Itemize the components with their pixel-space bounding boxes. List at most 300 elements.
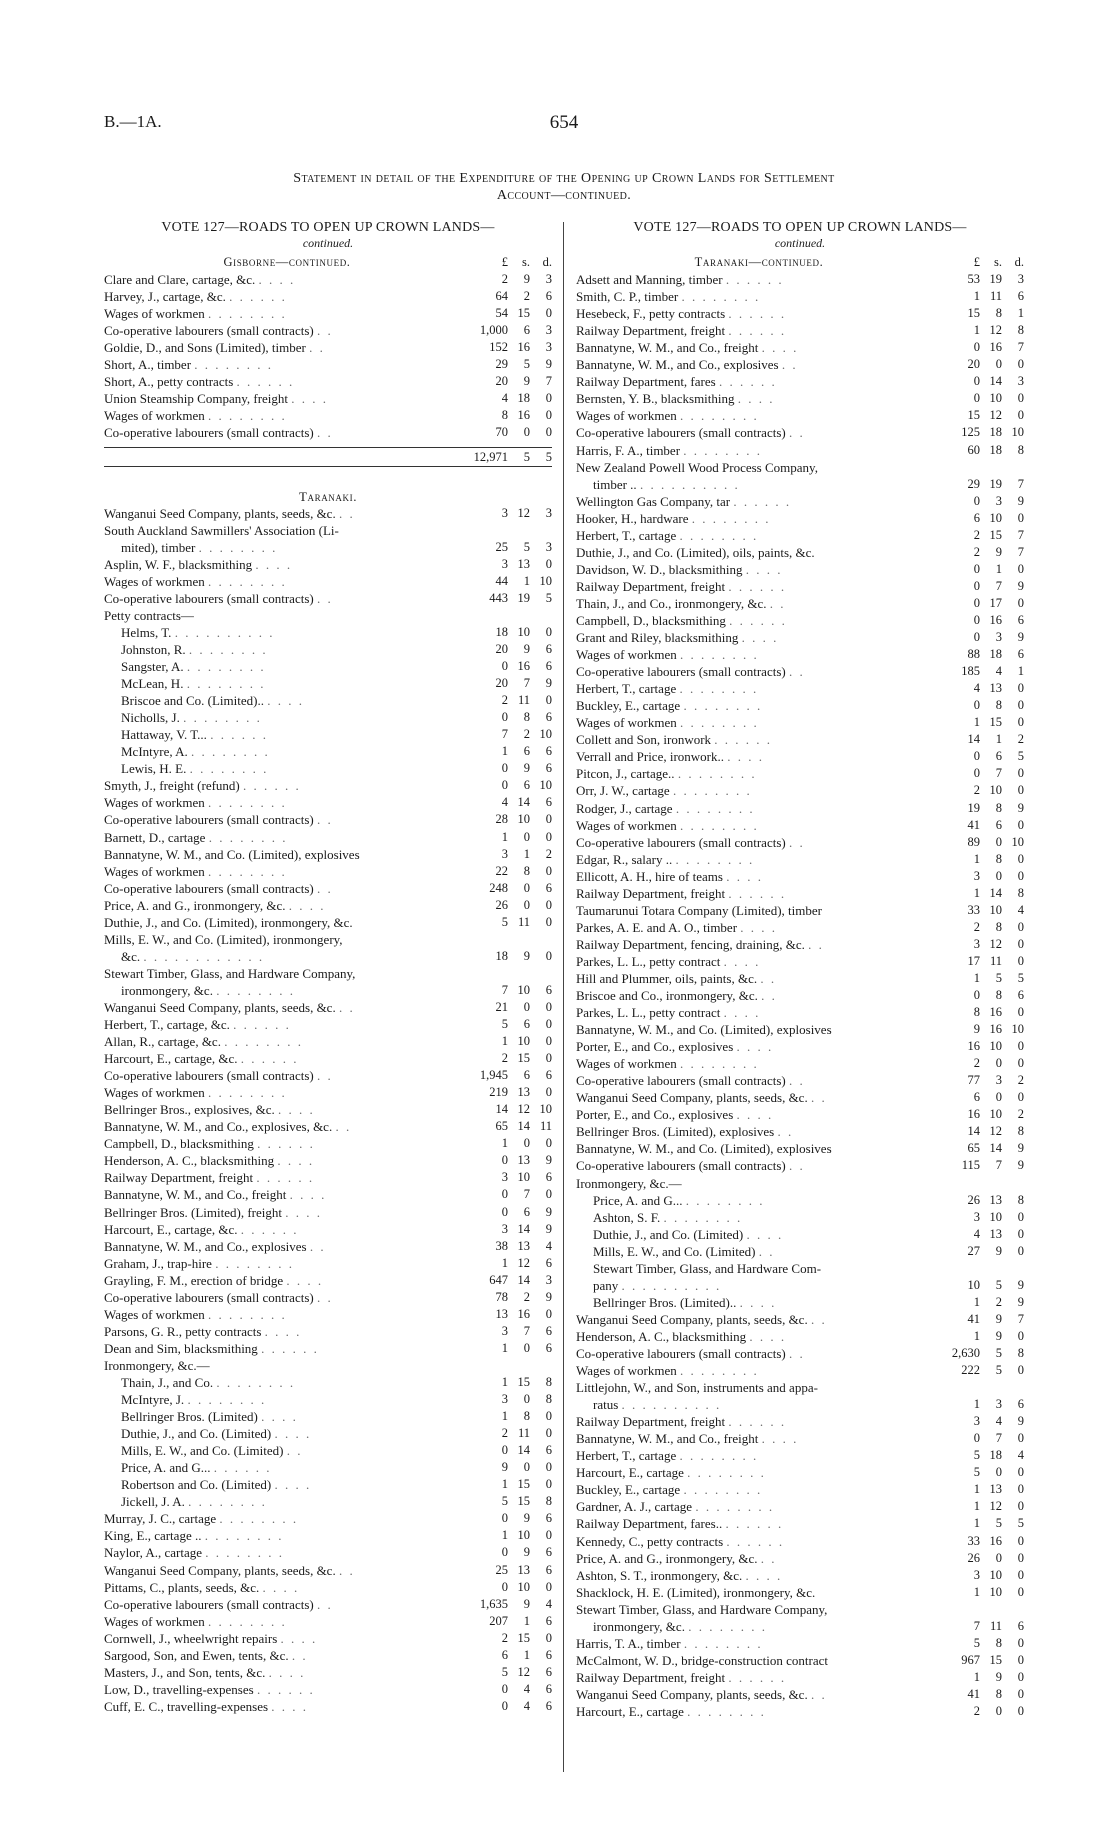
amount-shillings: 19 [989,476,1002,491]
entry-label: Nicholls, J. [121,710,180,726]
amount-shillings: 14 [517,795,530,810]
leader-dots: . . . . . . [213,1460,272,1476]
entry-label: Harcourt, E., cartage, &c. [104,1051,238,1067]
entry-description [576,1567,942,1584]
entry-label: Wanganui Seed Company, plants, seeds, &c. [104,999,336,1015]
entry-description [576,510,942,527]
amount-pounds: 19 [967,800,980,815]
amount-shillings: 11 [517,693,530,708]
entry-label: Co-operative labourers (small contracts) [104,1068,314,1084]
leader-dots: . . . . [264,1323,302,1339]
amount-pounds: 0 [973,698,980,713]
amount-shillings: 8 [995,851,1002,866]
entry-description [576,322,942,339]
amount-pence: 0 [545,408,552,423]
entry-label: Harcourt, E., cartage [576,1703,684,1719]
leader-dots: . . . . . . . . [685,1192,765,1208]
amount-shillings: 9 [995,1669,1002,1684]
amount-pence: 6 [545,1323,552,1338]
entry-label: Co-operative labourers (small contracts) [576,1158,786,1174]
amount-shillings: 9 [995,544,1002,559]
amount-shillings: 6 [523,1204,530,1219]
leader-dots: . . . . . . . . [679,1448,759,1464]
amount-pence: 6 [1017,647,1024,662]
entry-description [104,1118,470,1135]
leader-dots: . . . . . . . . [683,698,763,714]
entry-label: Railway Department, freight [576,1414,726,1430]
ledger-row [104,897,552,914]
entry-description [104,407,470,424]
entry-description [104,658,470,675]
amount-pounds: 1 [973,851,980,866]
amount-pounds: 1 [973,1294,980,1309]
entry-label: Bannatyne, W. M., and Co., freight [576,340,759,356]
amount-pounds: 2 [973,544,980,559]
amount-shillings: 0 [995,1703,1002,1718]
leader-dots: . . [335,1119,352,1135]
entry-label: Murray, J. C., cartage [104,1511,217,1527]
ledger-row [576,1345,1024,1362]
ledger-row [104,846,552,863]
leader-dots: . . . . . . [728,578,787,594]
entry-description [576,1550,942,1567]
title-line-1: Statement in detail of the Expenditure of the Opening up Crown Lands for Settlement [293,171,835,186]
entry-description [104,1204,470,1221]
amount-shillings: 10 [989,783,1002,798]
entry-description [104,1255,470,1272]
amount-pence: 3 [1017,272,1024,287]
amount-shillings: 16 [989,1533,1002,1548]
amount-shillings: 0 [523,880,530,895]
amount-pence: 3 [545,505,552,520]
entry-label: Taranaki. [298,488,358,504]
amount-shillings: 18 [517,391,530,406]
amount-pence: 9 [545,1221,552,1236]
leader-dots: . . . . . . [729,612,787,628]
amount-shillings: 4 [995,664,1002,679]
amount-shillings: 15 [989,527,1002,542]
vote-continued: continued. [774,236,826,250]
amount-pence: 0 [1017,391,1024,406]
entry-label: Price, A. and G... [593,1192,683,1208]
amount-pence: 0 [1017,1567,1024,1582]
amount-pence: 0 [545,1136,552,1151]
amount-shillings: 10 [517,812,530,827]
entry-description [576,970,942,987]
entry-label: Clare and Clare, cartage, &c. [104,272,256,288]
entry-description [576,1533,942,1550]
entry-label: Littlejohn, W., and Son, instruments and appa- [576,1380,818,1396]
amount-pence: 0 [545,1477,552,1492]
entry-description [576,663,942,680]
entry-description [576,578,942,595]
amount-shillings: 0 [995,1465,1002,1480]
ledger-row [104,1084,552,1101]
entry-label: Porter, E., and Co., explosives [576,1107,734,1123]
amount-pounds: 54 [495,306,508,321]
amount-shillings: 7 [995,578,1002,593]
amount-pounds: 5 [973,1635,980,1650]
entry-label: Short, A., petty contracts [104,374,234,390]
entry-description [104,760,470,777]
leader-dots: . . . . [255,556,293,572]
amount-shillings: 1 [523,573,530,588]
amount-pounds: 0 [973,561,980,576]
entry-description [576,1481,942,1498]
amount-pounds: 41 [967,1686,980,1701]
leader-dots: . . . . . . . . . . [174,624,275,640]
amount-pence: 6 [545,744,552,759]
leader-dots: . . . . . . . . [679,681,759,697]
ledger-row [576,578,1024,595]
amount-pounds: 1 [973,1499,980,1514]
entry-label: Co-operative labourers (small contracts) [576,834,786,850]
entry-description [576,1618,942,1635]
amount-pounds: 2 [501,1426,508,1441]
amount-shillings: 3 [995,1073,1002,1088]
ledger-row [104,1118,552,1135]
ledger-row [104,965,552,982]
leader-dots: . . . . [727,749,765,765]
entry-description [104,1630,470,1647]
amount-shillings: 8 [995,919,1002,934]
entry-label: Robertson and Co. (Limited) [121,1477,272,1493]
entry-label: Taumarunui Totara Company (Limited), timber [576,902,822,918]
leader-dots: . . . . . . [714,732,773,748]
amount-shillings: 18 [989,442,1002,457]
entry-description [576,1089,942,1106]
ledger-row [576,1277,1024,1294]
amount-pence: 0 [1017,1703,1024,1718]
amount-pence: 4 [1017,902,1024,917]
leader-dots: . . [758,1243,775,1259]
amount-pounds: 14 [967,732,980,747]
amount-pence: 6 [545,1647,552,1662]
entry-label: Co-operative labourers (small contracts) [576,425,786,441]
ledger-row [104,760,552,777]
entry-label: pany [593,1277,619,1293]
entry-description [104,322,470,339]
amount-pounds: 125 [961,425,980,440]
entry-label: Bannatyne, W. M., and Co. (Limited), explosives [576,1022,832,1038]
entry-label: Cornwell, J., wheelwright repairs [104,1630,278,1646]
amount-shillings: 8 [995,1635,1002,1650]
entry-description [104,1391,470,1408]
amount-pounds: 4 [973,681,980,696]
leader-dots: . . . . [291,391,329,407]
ledger-row [104,1391,552,1408]
ledger-row [104,505,552,522]
ledger-row [104,424,552,441]
amount-pence: 3 [545,272,552,287]
total-row [104,447,552,466]
amount-pence: 8 [1017,1192,1024,1207]
amount-shillings: 19 [989,272,1002,287]
leader-dots: . . . . . . [261,1340,319,1356]
leader-dots: . . . . . . . . [672,783,752,799]
ledger-row [576,629,1024,646]
amount-pounds: 2 [973,527,980,542]
ledger-row [104,356,552,373]
leader-dots: . . . . . . . . [691,510,771,526]
leader-dots: . . [788,1158,805,1174]
entry-label: Smith, C. P., timber [576,289,679,305]
entry-label: Goldie, D., and Sons (Limited), timber [104,340,306,356]
leader-dots: . . [316,880,333,896]
entry-label: Short, A., timber [104,357,192,373]
column-divider [563,222,564,1772]
leader-dots: . . . . [271,1698,309,1714]
amount-shillings: 5 [995,1363,1002,1378]
amount-shillings: 6 [523,744,530,759]
entry-description [576,953,942,970]
leader-dots: . . . . [723,953,761,969]
amount-shillings: 3 [995,1397,1002,1412]
entry-description [576,442,942,459]
amount-pence: 0 [1017,1533,1024,1548]
amount-pence: 6 [545,710,552,725]
amount-shillings: 0 [995,834,1002,849]
leader-dots: . . . . . . . . [208,1613,287,1629]
entry-description [576,1345,942,1362]
entry-label: Bannatyne, W. M., and Co., explosives, &c. [104,1119,333,1135]
leader-dots: . . . . . . . . [675,800,755,816]
amount-pounds: 1 [973,289,980,304]
ledger-row [576,1072,1024,1089]
amount-pounds: 3 [501,1392,508,1407]
amount-pence: 3 [545,539,552,554]
entry-description [104,271,470,288]
amount-pounds: 26 [495,897,508,912]
leader-dots: . . . . [285,1204,322,1220]
leader-dots: . . . . . . . . . . [639,476,740,492]
amount-pounds: 3 [501,1323,508,1338]
amount-pence: 9 [545,1289,552,1304]
entry-label: Ashton, S. T., ironmongery, &c. [576,1567,743,1583]
leader-dots: . . . . . . . . [188,1494,267,1510]
ledger-row [576,476,1024,493]
right-column [576,220,1024,1720]
amount-shillings: 8 [995,800,1002,815]
amount-pounds: 33 [967,902,980,917]
ledger-row [104,1238,552,1255]
entry-description [576,646,942,663]
ledger-row [576,765,1024,782]
leader-dots: . . . . . . . . [205,1545,285,1561]
ledger-row [576,510,1024,527]
amount-pounds: 20 [967,357,980,372]
amount-pence: 6 [545,880,552,895]
amount-shillings: 5 [523,539,530,554]
amount-pounds: 248 [489,880,508,895]
amount-pence: 8 [1017,442,1024,457]
ledger-row [576,493,1024,510]
ledger-row [104,1493,552,1510]
entry-description [104,982,470,999]
amount-shillings: 12 [517,1664,530,1679]
entry-label: ironmongery, &c. [593,1618,685,1634]
leader-dots: . . . . . . [728,323,787,339]
amount-pence: 8 [1017,1346,1024,1360]
leader-dots: . . . . . . . . [198,539,278,555]
section-heading: Gisborne—continued. [223,255,351,269]
leader-dots: . . . . . . . . [208,1306,287,1322]
leader-dots: . . . . . . [257,1136,315,1152]
ledger-row [576,288,1024,305]
leader-dots: . . . . [268,1664,306,1680]
amount-pence: 3 [545,340,552,355]
leader-dots: . . . . [741,630,779,646]
entry-description [104,1698,470,1715]
amount-pounds: 0 [501,1545,508,1560]
entry-label: Briscoe and Co. (Limited).. [121,693,264,709]
amount-shillings: 15 [517,1375,530,1389]
entry-label: Henderson, A. C., blacksmithing [576,1328,747,1344]
amount-pounds: 28 [495,812,508,827]
amount-pounds: 4 [501,391,508,406]
amount-pounds: 17 [967,953,980,968]
entry-label: Allan, R., cartage, &c. [104,1034,221,1050]
entry-description [104,424,470,441]
leader-dots: . . . . . . . . [224,1034,303,1050]
amount-shillings: 12 [989,1124,1002,1139]
amount-shillings: 0 [523,897,530,912]
amount-shillings: 16 [989,340,1002,355]
ledger-row [104,522,552,539]
ledger-row [576,1243,1024,1260]
entry-label: Sargood, Son, and Ewen, tents, &c. [104,1647,289,1663]
entry-label: Harcourt, E., cartage, &c. [104,1221,238,1237]
leader-dots: . . [316,590,333,606]
amount-pence: 0 [1017,766,1024,781]
entry-label: Bannatyne, W. M., and Co., explosives [104,1238,307,1254]
entry-description [104,1101,470,1118]
amount-pence: 6 [1017,289,1024,304]
entry-label: Wages of workmen [576,817,677,833]
amount-pounds: 9 [973,1022,980,1037]
amount-pence: 0 [1017,1226,1024,1241]
entry-label: Verrall and Price, ironwork.. [576,749,725,765]
entry-description [576,868,942,885]
amount-shillings: 16 [517,1306,530,1321]
entry-description [104,339,470,356]
entry-label: Wellington Gas Company, tar [576,493,731,509]
leader-dots: . . . . . . [210,727,268,743]
amount-shillings: 2 [523,727,530,742]
amount-pence: 4 [545,1238,552,1253]
amount-pounds: 26 [967,1192,980,1207]
amount-shillings: 10 [989,510,1002,525]
leader-dots: . . . . . . . . [679,527,759,543]
entry-description [104,999,470,1016]
entry-description [576,765,942,782]
amount-shillings: 0 [523,1392,530,1407]
entry-description [104,1067,470,1084]
entry-label: Co-operative labourers (small contracts) [104,1289,314,1305]
entry-label: Stewart Timber, Glass, and Hardware Company, [576,1601,828,1617]
amount-pounds: 15 [967,306,980,321]
amount-shillings: 15 [989,1652,1002,1667]
leader-dots: . . . . . . . . [216,1375,296,1390]
amount-pounds: 7 [973,1618,980,1633]
ledger-row [104,1647,552,1664]
amount-pounds: 0 [973,1431,980,1446]
amount-pounds: 3 [501,1221,508,1236]
amount-pence: 5 [545,590,552,605]
entry-description [104,1272,470,1289]
leader-dots: . . . . . . . . [208,573,287,589]
amount-pence: 1 [1017,664,1024,679]
title-line-2: Account—continued. [496,188,632,203]
amount-shillings: 10 [517,982,530,997]
amount-shillings: 15 [989,715,1002,730]
ledger-row [104,1510,552,1527]
ledger-row [576,1123,1024,1140]
ledger-row [576,902,1024,919]
amount-shillings: 0 [523,999,530,1014]
amount-pounds: 41 [967,817,980,832]
amount-pounds: 0 [501,1698,508,1713]
amount-pounds: 1 [501,744,508,759]
entry-label: Wanganui Seed Company, plants, seeds, &c. [576,1311,808,1327]
amount-pence: 0 [545,624,552,639]
amount-pounds: 25 [495,539,508,554]
entry-label: Kennedy, C., petty contracts [576,1533,724,1549]
entry-description [576,987,942,1004]
amount-pence: 10 [1011,1022,1024,1037]
amount-pounds: 0 [501,659,508,674]
amount-pence: 0 [1017,1243,1024,1258]
entry-label: Grayling, F. M., erection of bridge [104,1272,284,1288]
entry-description [576,1294,942,1311]
ledger-row [104,914,552,931]
entry-label: Cuff, E. C., travelling-expenses [104,1698,269,1714]
amount-pence: 9 [1017,800,1024,815]
amount-pence: 1 [1017,306,1024,321]
amount-shillings: 11 [517,914,530,929]
amount-pence: 6 [545,659,552,674]
ledger-row [576,1498,1024,1515]
leader-dots: . . . . [761,340,799,356]
amount-pence: 2 [1017,1107,1024,1122]
entry-description [576,1498,942,1515]
amount-shillings: 9 [523,948,530,963]
leader-dots: . . . . . . . . [187,1392,267,1408]
leader-dots: . . [788,664,805,680]
entry-label: Johnston, R. [121,641,186,657]
amount-pence: 0 [1017,595,1024,610]
ledger-row [576,1209,1024,1226]
leader-dots: . . . . [274,1426,312,1442]
ledger-row [104,1442,552,1459]
amount-pence: 6 [545,1340,552,1355]
entry-description [104,829,470,846]
amount-pounds: 0 [501,1187,508,1202]
amount-shillings: 10 [989,902,1002,917]
entry-description [104,1664,470,1681]
amount-shillings: 0 [995,1056,1002,1071]
entry-label: ratus [593,1397,619,1413]
ledger-row [104,828,552,845]
entry-label: Stewart Timber, Glass, and Hardware Company, [104,965,356,981]
entry-label: Jickell, J. A. [121,1494,185,1510]
entry-label: Grant and Riley, blacksmithing [576,630,739,646]
entry-description [104,811,470,828]
entry-description [104,373,470,390]
pence-header: d. [1014,255,1024,269]
amount-shillings: 8 [995,698,1002,713]
amount-pounds: 207 [489,1613,508,1628]
